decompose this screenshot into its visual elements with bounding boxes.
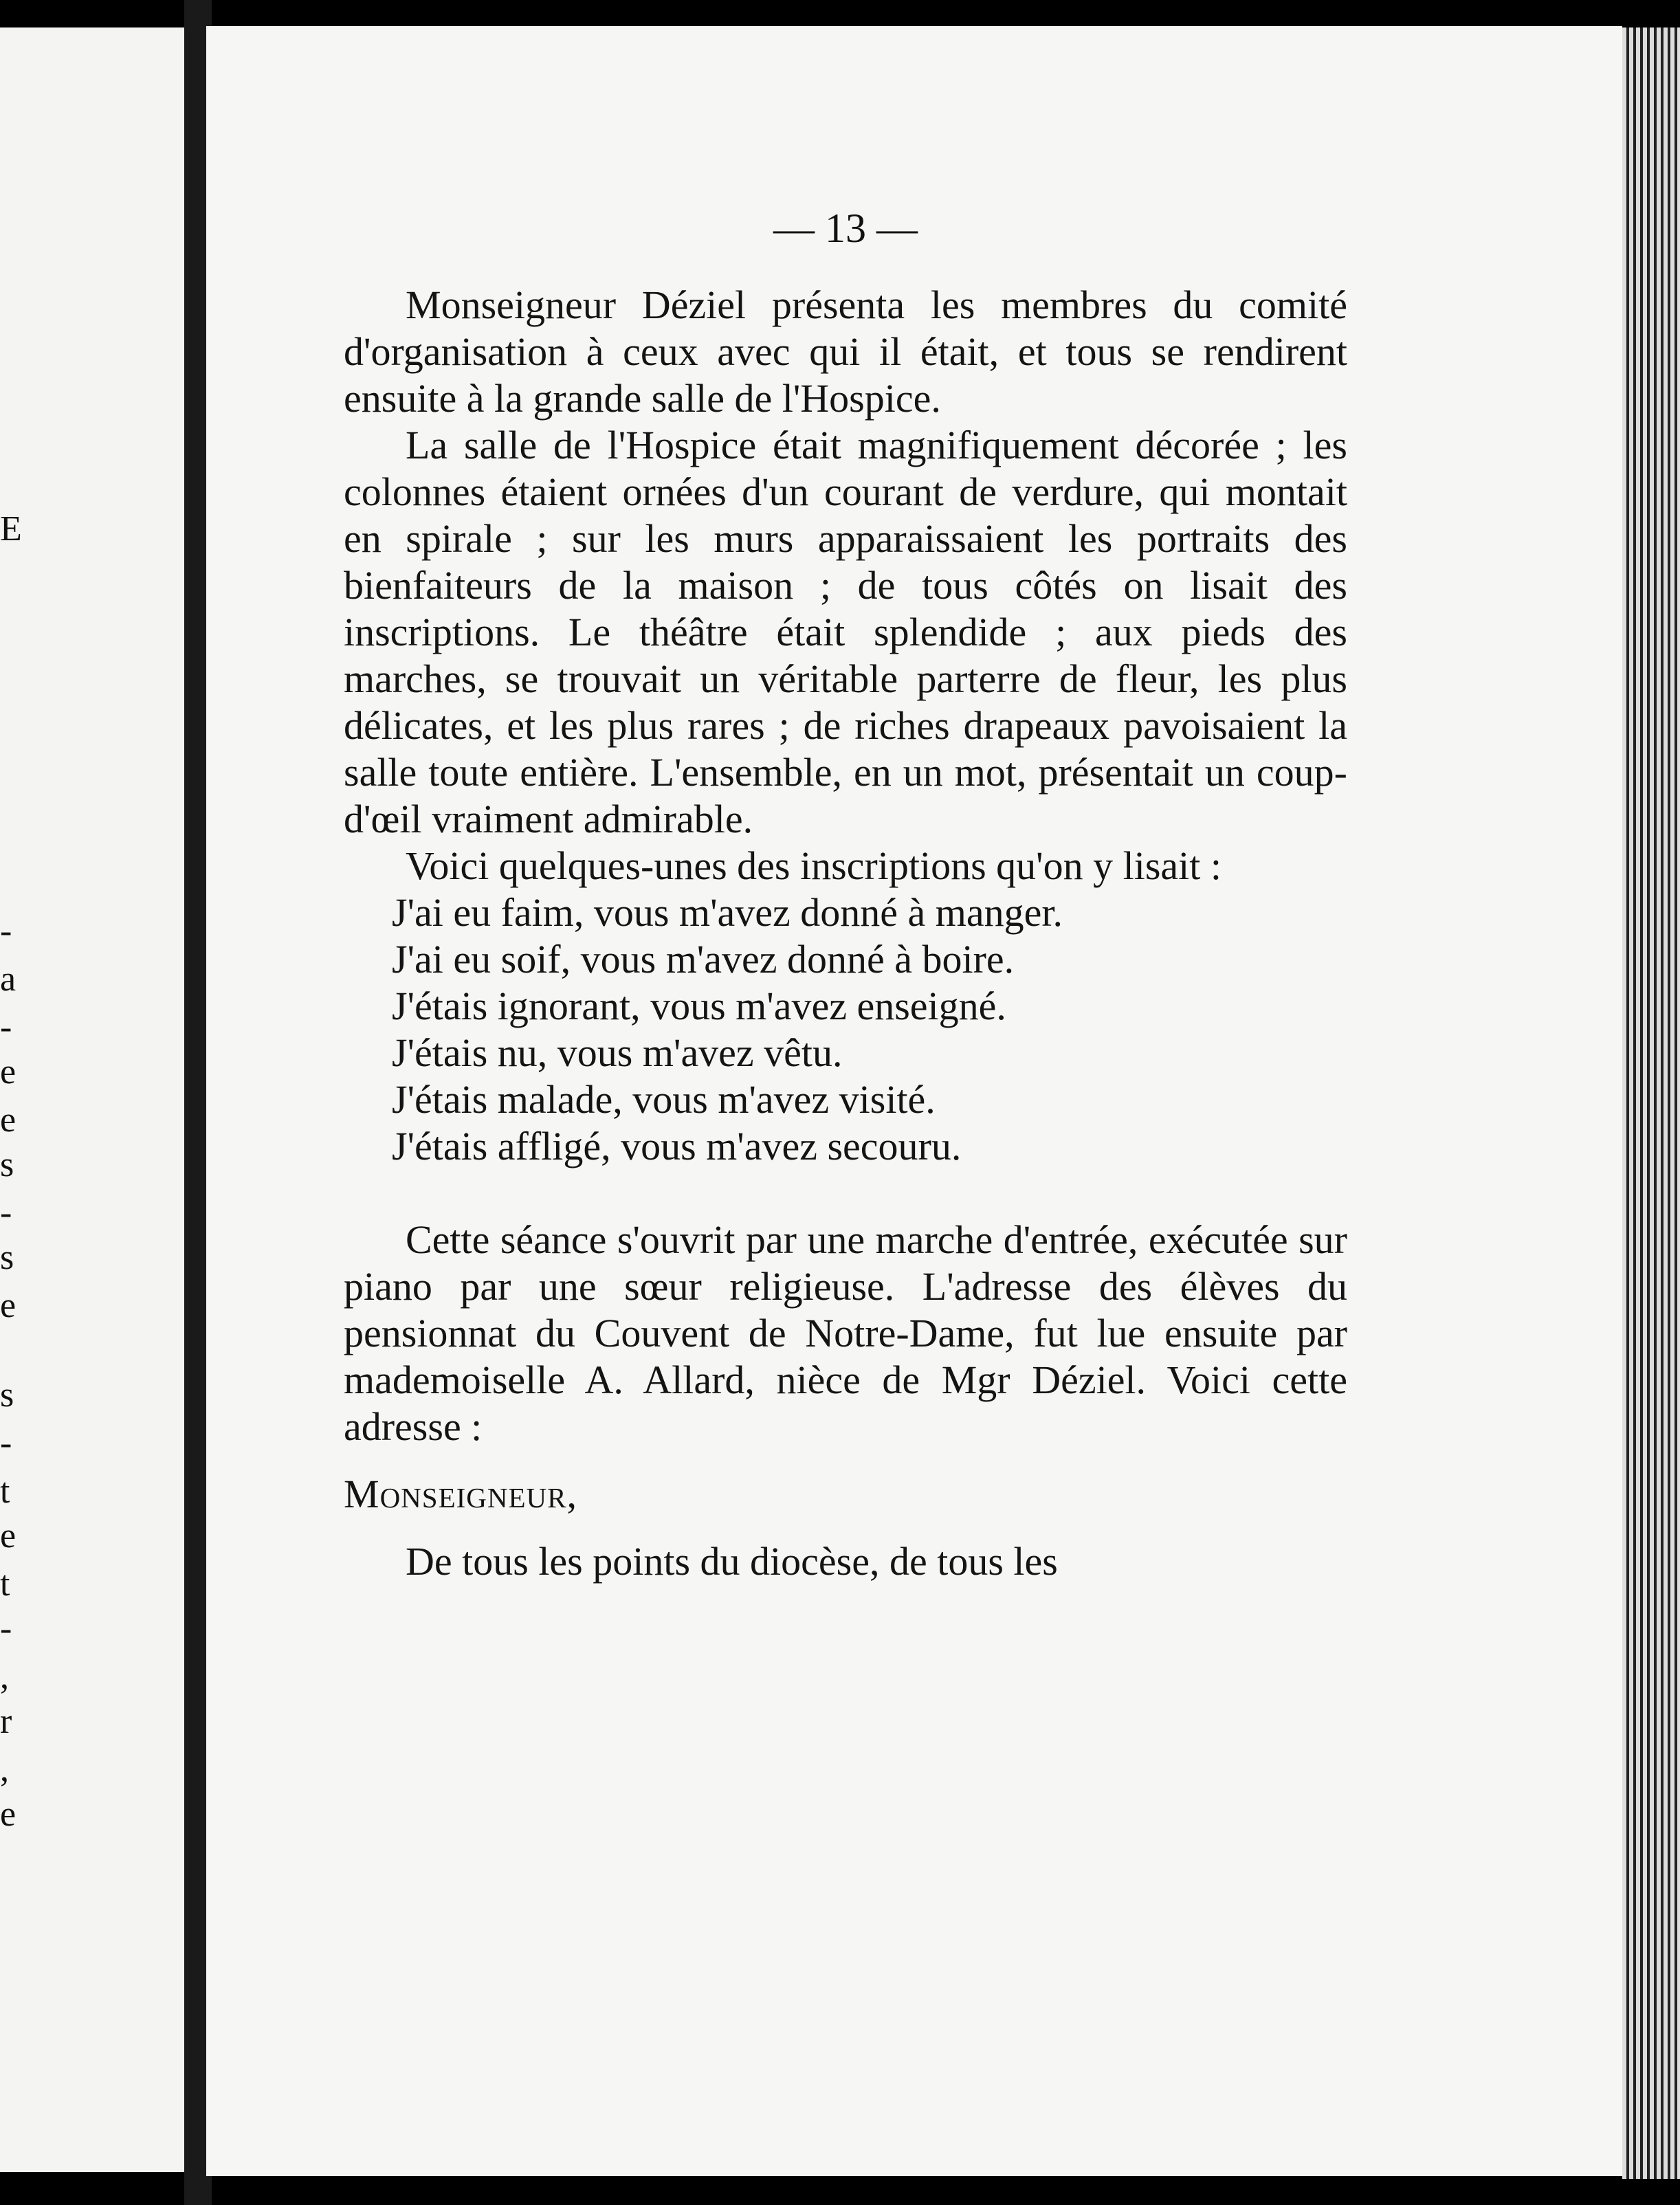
- left-edge-char: -: [0, 1193, 12, 1232]
- left-edge-char: -: [0, 911, 12, 951]
- left-edge-char: a: [0, 960, 16, 999]
- page-13: [206, 26, 1622, 2176]
- paragraph-1: Monseigneur Déziel présenta les membres du comité d'organisation à ceux avec qui il était, et tous se rendirent ensuite à la grande salle de l'Hospice.: [344, 282, 1347, 421]
- left-edge-char: e: [0, 1100, 16, 1140]
- inscription-line: J'étais ignorant, vous m'avez enseigné.: [392, 984, 1006, 1028]
- left-edge-char: e: [0, 1286, 16, 1325]
- left-edge-char: e: [0, 1052, 16, 1092]
- inscriptions-list: [344, 889, 1347, 1170]
- left-edge-char: ,: [0, 1750, 9, 1789]
- paragraph-4: Cette séance s'ouvrit par une marche d'entrée, exécutée sur piano par une sœur religieuse. L'adresse des élèves du pensionnat du Couvent de Notre-Dame, fut lue ensuite par mademoiselle A. Allard, nièce de Mgr Déziel. Voici cette adresse :: [344, 1217, 1347, 1449]
- left-edge-char: e: [0, 1795, 16, 1834]
- salutation: Monseigneur,: [344, 1472, 578, 1516]
- left-edge-char: r: [0, 1702, 12, 1741]
- left-edge-char: e: [0, 1516, 16, 1555]
- left-edge-char: s: [0, 1375, 14, 1415]
- body-text: [344, 282, 1347, 1585]
- inscription-line: J'ai eu soif, vous m'avez donné à boire.: [392, 937, 1015, 982]
- left-edge-char: -: [0, 1423, 12, 1463]
- inscription-line: J'étais nu, vous m'avez vêtu.: [392, 1030, 843, 1075]
- paragraph-3: Voici quelques-unes des inscriptions qu'on y lisait :: [406, 843, 1222, 888]
- page-stack-edges: [1622, 27, 1680, 2179]
- left-edge-char: s: [0, 1145, 14, 1184]
- left-edge-char: t: [0, 1472, 10, 1511]
- paragraph-5: De tous les points du diocèse, de tous les: [406, 1539, 1058, 1584]
- left-facing-page: [0, 27, 184, 2172]
- inscription-line: J'étais malade, vous m'avez visité.: [392, 1077, 936, 1122]
- left-edge-char: E: [0, 509, 22, 549]
- paragraph-2: La salle de l'Hospice était magnifiquement décorée ; les colonnes étaient ornées d'un courant de verdure, qui montait en spirale ; sur les murs apparaissaient les portraits des bienfaiteurs de la maison ; de tous côtés on lisait des inscriptions. Le théâtre était splendide ; aux pieds des marches, se trouvait un véritable parterre de fleur, les plus délicates, et les plus rares ; de riches drapeaux pavoisaient la salle toute entière. L'ensemble, en un mot, présentait un coup-d'œil vraiment admirable.: [344, 423, 1347, 841]
- inscription-line: J'étais affligé, vous m'avez secouru.: [392, 1124, 962, 1168]
- left-edge-char: s: [0, 1238, 14, 1277]
- inscription-line: J'ai eu faim, vous m'avez donné à manger.: [392, 890, 1063, 935]
- left-edge-char: -: [0, 1609, 12, 1648]
- left-edge-char: -: [0, 1008, 12, 1047]
- page-number: — 13 —: [773, 206, 918, 251]
- section-spacer: [344, 1170, 1347, 1217]
- left-edge-char: ,: [0, 1657, 9, 1696]
- left-edge-char: t: [0, 1564, 10, 1604]
